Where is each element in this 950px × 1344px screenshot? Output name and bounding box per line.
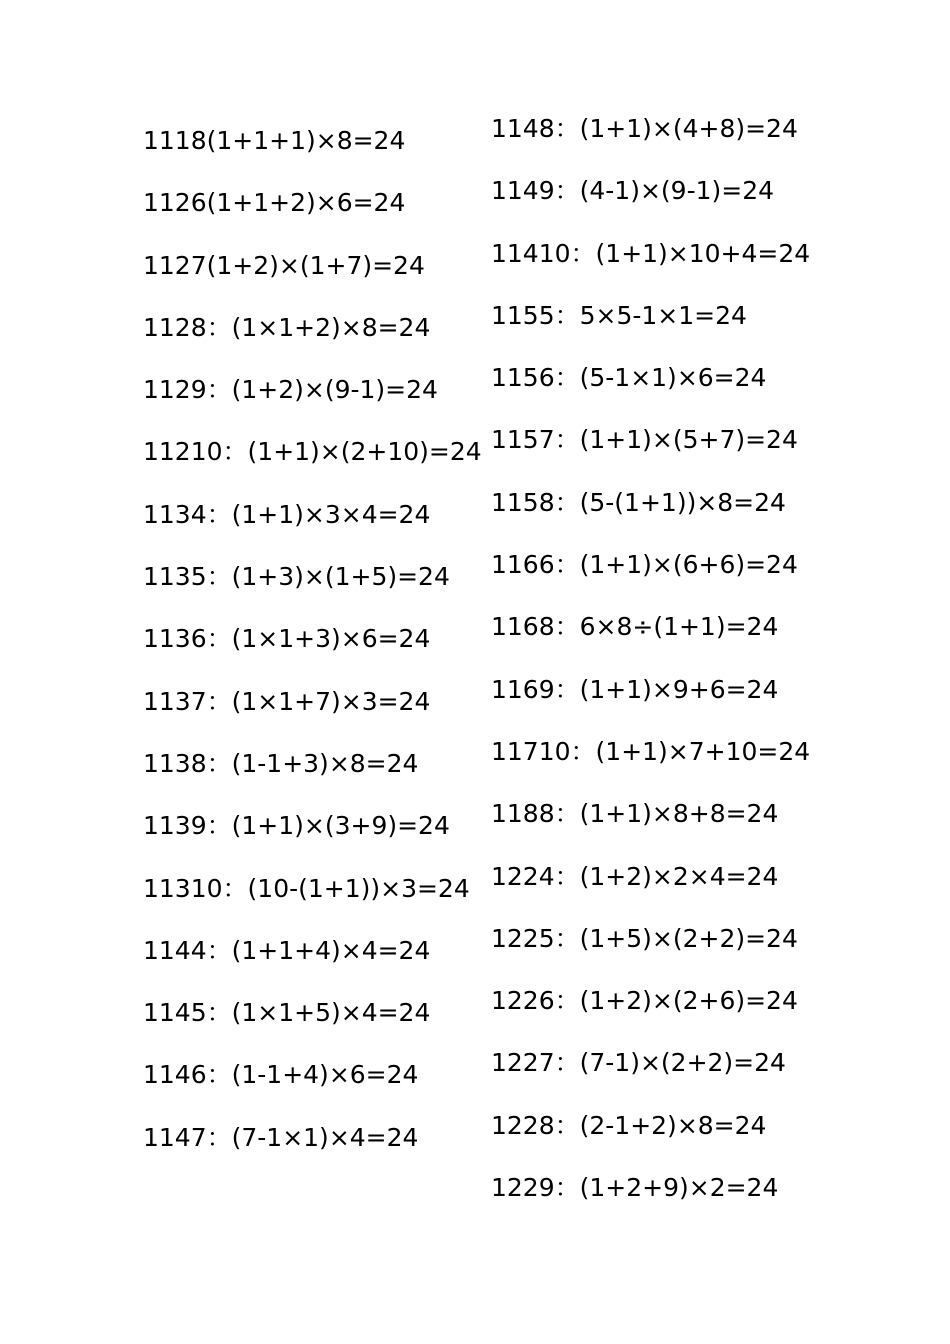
equation-entry: 1145：(1×1+5)×4=24 xyxy=(143,998,431,1028)
equation-entry: 1168：6×8÷(1+1)=24 xyxy=(491,612,779,642)
equation-entry: 1169：(1+1)×9+6=24 xyxy=(491,674,779,704)
equation-entry: 1127(1+2)×(1+7)=24 xyxy=(143,250,425,280)
equation-entry: 11410：(1+1)×10+4=24 xyxy=(491,238,811,268)
equation-entry: 1228：(2-1+2)×8=24 xyxy=(491,1110,767,1140)
left-column xyxy=(143,119,482,1178)
equation-entry: 1149：(4-1)×(9-1)=24 xyxy=(491,176,775,206)
equation-entry: 1135：(1+3)×(1+5)=24 xyxy=(143,562,450,592)
equation-entry: 1155：5×5-1×1=24 xyxy=(491,300,747,330)
equation-entry: 1136：(1×1+3)×6=24 xyxy=(143,624,431,654)
equation-entry: 1188：(1+1)×8+8=24 xyxy=(491,799,779,829)
equation-entry: 1226：(1+2)×(2+6)=24 xyxy=(491,986,798,1016)
equation-entry: 1134：(1+1)×3×4=24 xyxy=(143,499,431,529)
equation-entry: 1229：(1+2+9)×2=24 xyxy=(491,1173,779,1203)
right-column xyxy=(491,107,810,1228)
equation-entry: 11210：(1+1)×(2+10)=24 xyxy=(143,437,482,467)
equation-entry: 1126(1+1+2)×6=24 xyxy=(143,188,406,218)
equation-entry: 11710：(1+1)×7+10=24 xyxy=(491,736,811,766)
equation-entry: 1144：(1+1+4)×4=24 xyxy=(143,935,431,965)
equation-entry: 1118(1+1+1)×8=24 xyxy=(143,126,406,155)
equation-entry: 1224：(1+2)×2×4=24 xyxy=(491,861,779,891)
equation-entry: 1166：(1+1)×(6+6)=24 xyxy=(491,550,798,580)
equation-entry: 1227：(7-1)×(2+2)=24 xyxy=(491,1048,786,1078)
equation-entry: 1148：(1+1)×(4+8)=24 xyxy=(491,114,798,143)
equation-entry: 1128：(1×1+2)×8=24 xyxy=(143,312,431,342)
equation-entry: 1158：(5-(1+1))×8=24 xyxy=(491,487,786,517)
equation-entry: 1129：(1+2)×(9-1)=24 xyxy=(143,375,438,405)
equation-entry: 1146：(1-1+4)×6=24 xyxy=(143,1060,419,1090)
equation-entry: 1147：(7-1×1)×4=24 xyxy=(143,1122,419,1152)
equation-entry: 1138：(1-1+3)×8=24 xyxy=(143,748,419,778)
equation-entry: 1137：(1×1+7)×3=24 xyxy=(143,686,431,716)
equation-entry: 11310：(10-(1+1))×3=24 xyxy=(143,873,470,903)
equation-entry: 1139：(1+1)×(3+9)=24 xyxy=(143,811,450,841)
equation-entry: 1157：(1+1)×(5+7)=24 xyxy=(491,425,798,455)
equation-entry: 1225：(1+5)×(2+2)=24 xyxy=(491,923,798,953)
equation-entry: 1156：(5-1×1)×6=24 xyxy=(491,363,767,393)
